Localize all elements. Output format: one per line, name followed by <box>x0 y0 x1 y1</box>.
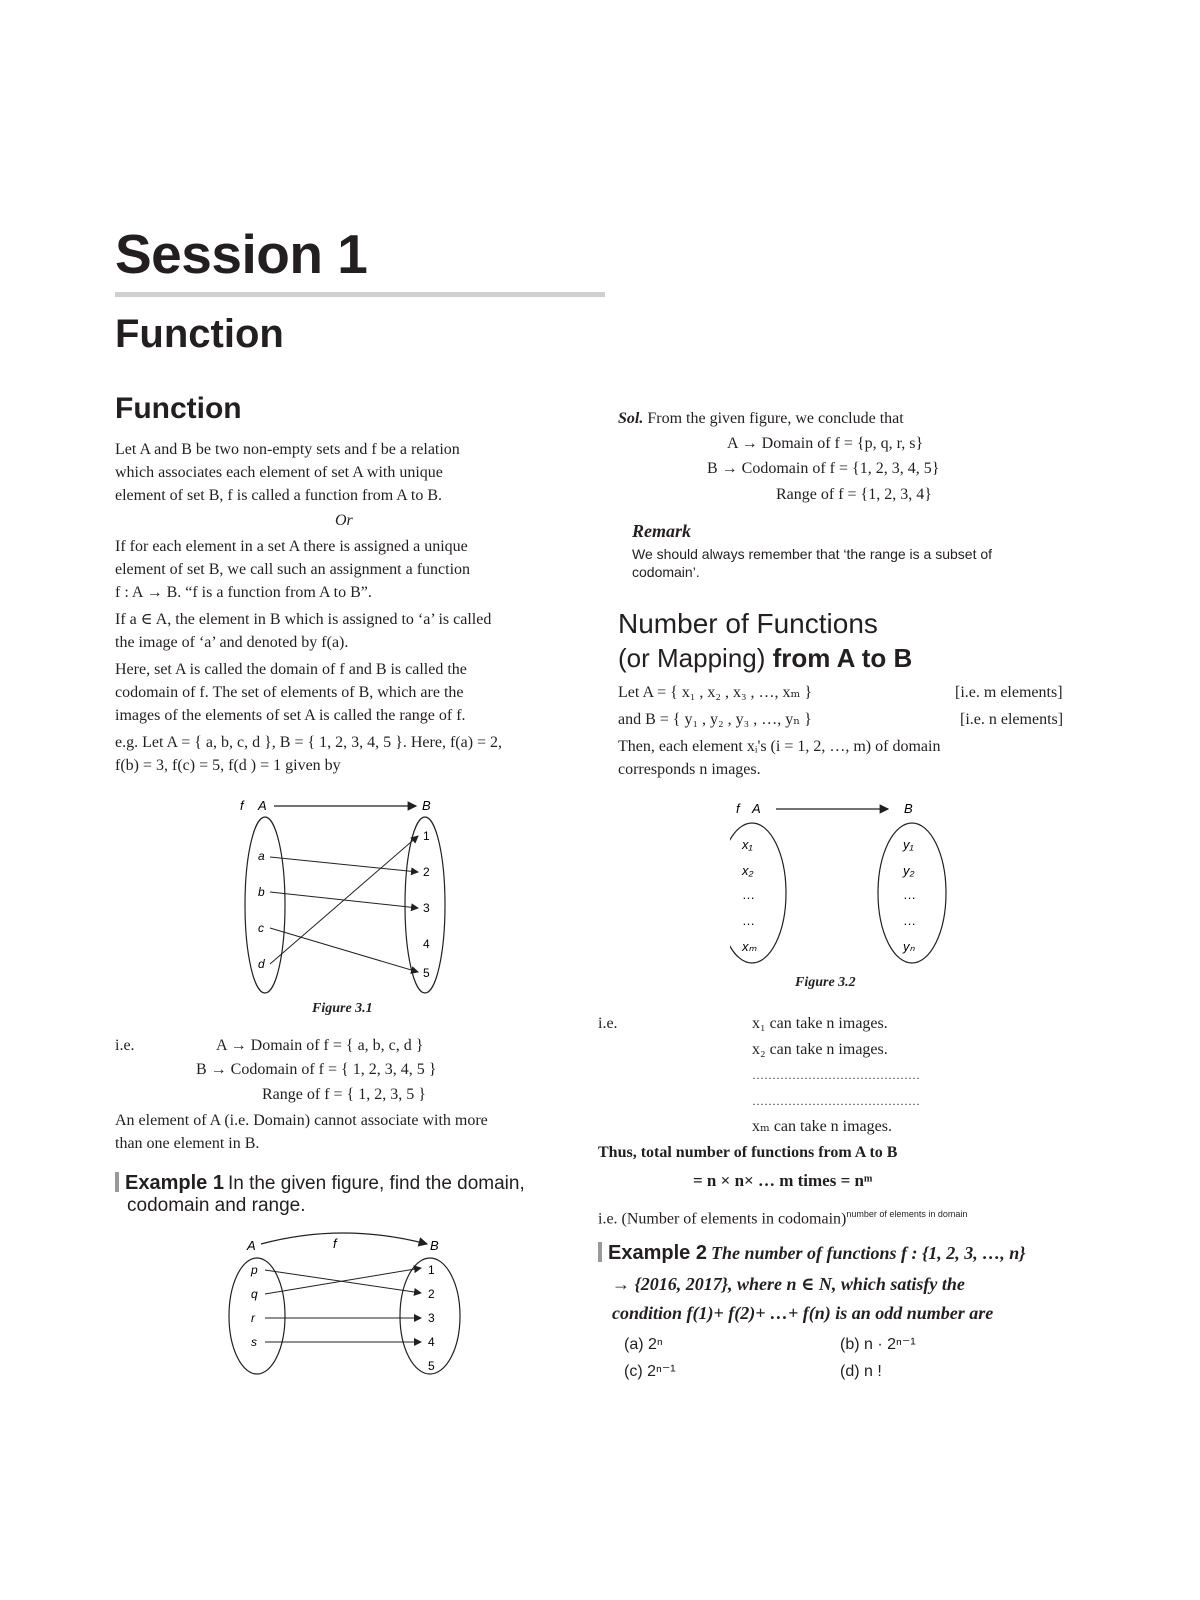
remark-text: codomain’. <box>632 564 700 580</box>
option-text: n · 2ⁿ⁻¹ <box>864 1336 916 1353</box>
element-5: 5 <box>428 1359 435 1373</box>
domain-definition-line: codomain of f. The set of elements of B, which are the <box>115 684 464 701</box>
remark-heading: Remark <box>632 521 692 541</box>
element-3: 3 <box>428 1311 435 1325</box>
element-1: 1 <box>428 1263 435 1277</box>
image-definition-line: the image of ‘a’ and denoted by f(a). <box>115 634 349 651</box>
definition-line: If for each element in a set A there is assigned a unique <box>115 538 468 555</box>
example-2-text: → {2016, 2017}, where n ∈ N, which satisfy the <box>612 1274 965 1294</box>
subheading-bold: from A to B <box>772 643 913 673</box>
map-c-5 <box>270 928 418 972</box>
note-line: than one element in B. <box>115 1135 260 1152</box>
codomain-result: B → Codomain of f = { 1, 2, 3, 4, 5 } <box>196 1061 437 1078</box>
element-2: 2 <box>428 1287 435 1301</box>
element-ellipsis: … <box>742 887 755 902</box>
element-ellipsis: … <box>903 887 916 902</box>
f-label: f <box>333 1236 337 1251</box>
element-x2: x₂ <box>742 863 754 878</box>
element-ellipsis: … <box>903 913 916 928</box>
ie-label: i.e. <box>598 1015 618 1032</box>
images-ellipsis: …………………………………… <box>752 1094 920 1108</box>
total-functions-formula: = n × n× … m times = nᵐ <box>693 1171 873 1190</box>
example-1-text: codomain and range. <box>127 1195 306 1216</box>
map-a-2 <box>270 857 418 872</box>
example-marker <box>598 1242 602 1262</box>
element-ellipsis: … <box>742 913 755 928</box>
example-1-mapping-diagram <box>225 1230 475 1380</box>
remark-text: We should always remember that ‘the range is a subset of <box>632 546 993 562</box>
element-q: q <box>251 1287 258 1301</box>
definition-line: Let A and B be two non-empty sets and f be a relation <box>115 441 460 458</box>
set-a-label: A <box>247 1238 256 1253</box>
example-marker <box>115 1172 119 1192</box>
figure-caption: Figure 3.2 <box>795 975 856 990</box>
figure-3-2-mapping-diagram <box>730 793 980 973</box>
images-line: x₂ can take n images. <box>752 1041 888 1058</box>
set-a-label: A <box>752 801 761 816</box>
image-definition-line: If a ∈ A, the element in B which is assigned to ‘a’ is called <box>115 611 492 628</box>
element-yn: yₙ <box>903 939 915 954</box>
example-1-label: Example 1 <box>125 1172 224 1194</box>
domain-result: A → Domain of f = { a, b, c, d } <box>216 1037 424 1054</box>
option-a[interactable] <box>624 1334 663 1356</box>
element-y1: y₁ <box>903 837 914 852</box>
example-1-text: In the given figure, find the domain, <box>227 1173 525 1194</box>
domain-definition-line: images of the elements of set A is called the range of f. <box>115 707 466 724</box>
element-d: d <box>258 957 265 971</box>
example-2 <box>598 1241 1026 1267</box>
option-d[interactable] <box>840 1361 882 1383</box>
example-1 <box>115 1171 525 1197</box>
set-b-count-note: [i.e. n elements] <box>960 711 1064 728</box>
option-label: (a) <box>624 1336 644 1353</box>
set-a-definition: Let A = { x₁ , x₂ , x₃ , …, xₘ } <box>618 684 813 701</box>
f-label: f <box>240 798 244 813</box>
section-subheading <box>618 643 912 674</box>
solution-range: Range of f = {1, 2, 3, 4} <box>776 486 932 503</box>
definition-line: element of set B, we call such an assignment a function <box>115 561 471 578</box>
section-heading-function: Function <box>115 392 242 425</box>
option-label: (d) <box>840 1363 860 1380</box>
solution-domain: A → Domain of f = {p, q, r, s} <box>727 435 924 452</box>
codomain-power-exponent: number of elements in domain <box>846 1209 968 1219</box>
codomain-power-base: i.e. (Number of elements in codomain) <box>598 1210 847 1228</box>
element-c: c <box>258 921 264 935</box>
solution-intro <box>618 408 904 430</box>
option-text: 2ⁿ <box>648 1336 663 1353</box>
set-b-label: B <box>904 801 913 816</box>
codomain-power-line <box>598 1203 967 1230</box>
element-s: s <box>251 1335 257 1349</box>
solution-codomain: B → Codomain of f = {1, 2, 3, 4, 5} <box>707 460 940 477</box>
figure-3-1-mapping-diagram <box>230 790 480 1005</box>
definition-line: f : A → B. “f is a function from A to B”. <box>115 584 372 601</box>
element-2: 2 <box>423 865 430 879</box>
element-b: b <box>258 885 265 899</box>
set-a-ellipse <box>245 817 285 993</box>
mapping-arc <box>261 1233 427 1244</box>
solution-label: Sol. <box>618 410 644 427</box>
example-2-text: The number of functions f : {1, 2, 3, …, n} <box>710 1243 1026 1263</box>
element-4: 4 <box>428 1335 435 1349</box>
element-4: 4 <box>423 937 430 951</box>
ie-label: i.e. <box>115 1037 135 1054</box>
subheading-plain: (or Mapping) <box>618 643 766 673</box>
example-2-label: Example 2 <box>608 1242 707 1264</box>
set-b-label: B <box>430 1238 439 1253</box>
domain-definition-line: Here, set A is called the domain of f and B is called the <box>115 661 467 678</box>
images-ellipsis: …………………………………… <box>752 1068 920 1082</box>
element-r: r <box>251 1311 255 1325</box>
map-d-1 <box>270 836 418 964</box>
element-1: 1 <box>423 829 430 843</box>
session-title: Session 1 <box>115 223 368 285</box>
range-result: Range of f = { 1, 2, 3, 5 } <box>262 1086 426 1103</box>
solution-text: From the given figure, we conclude that <box>647 410 904 427</box>
element-x1: x₁ <box>742 837 753 852</box>
option-label: (b) <box>840 1336 860 1353</box>
element-p: p <box>251 1263 258 1277</box>
then-line: Then, each element xᵢ's (i = 1, 2, …, m) of domain <box>618 738 941 755</box>
element-y2: y₂ <box>903 863 915 878</box>
example-line: e.g. Let A = { a, b, c, d }, B = { 1, 2, 3, 4, 5 }. Here, f(a) = 2, <box>115 734 503 751</box>
option-c[interactable] <box>624 1361 676 1383</box>
set-b-label: B <box>422 798 431 813</box>
chapter-title: Function <box>115 312 284 356</box>
set-a-label: A <box>258 798 267 813</box>
element-a: a <box>258 849 265 863</box>
element-xm: xₘ <box>742 939 757 954</box>
title-divider <box>115 292 605 297</box>
images-line: x₁ can take n images. <box>752 1015 888 1032</box>
option-label: (c) <box>624 1363 643 1380</box>
note-line: An element of A (i.e. Domain) cannot associate with more <box>115 1112 488 1129</box>
or-separator: Or <box>335 512 353 529</box>
element-5: 5 <box>423 966 430 980</box>
map-q-1 <box>265 1268 421 1294</box>
option-text: n ! <box>864 1363 882 1380</box>
section-heading-number-of-functions: Number of Functions <box>618 608 878 639</box>
example-line: f(b) = 3, f(c) = 5, f(d ) = 1 given by <box>115 757 341 774</box>
total-functions-line: Thus, total number of functions from A to B <box>598 1144 898 1161</box>
element-3: 3 <box>423 901 430 915</box>
option-text: 2ⁿ⁻¹ <box>647 1363 676 1380</box>
option-b[interactable] <box>840 1334 916 1356</box>
set-a-count-note: [i.e. m elements] <box>955 684 1063 701</box>
set-a-ellipse <box>730 823 786 963</box>
set-b-definition: and B = { y₁ , y₂ , y₃ , …, yₙ } <box>618 711 812 728</box>
then-line: corresponds n images. <box>618 761 761 778</box>
figure-caption: Figure 3.1 <box>312 1001 373 1016</box>
definition-line: which associates each element of set A with unique <box>115 464 443 481</box>
images-line: xₘ can take n images. <box>752 1118 892 1135</box>
example-2-text: condition f(1)+ f(2)+ …+ f(n) is an odd number are <box>612 1303 994 1323</box>
f-label: f <box>736 801 740 816</box>
definition-line: element of set B, f is called a function from A to B. <box>115 487 443 504</box>
